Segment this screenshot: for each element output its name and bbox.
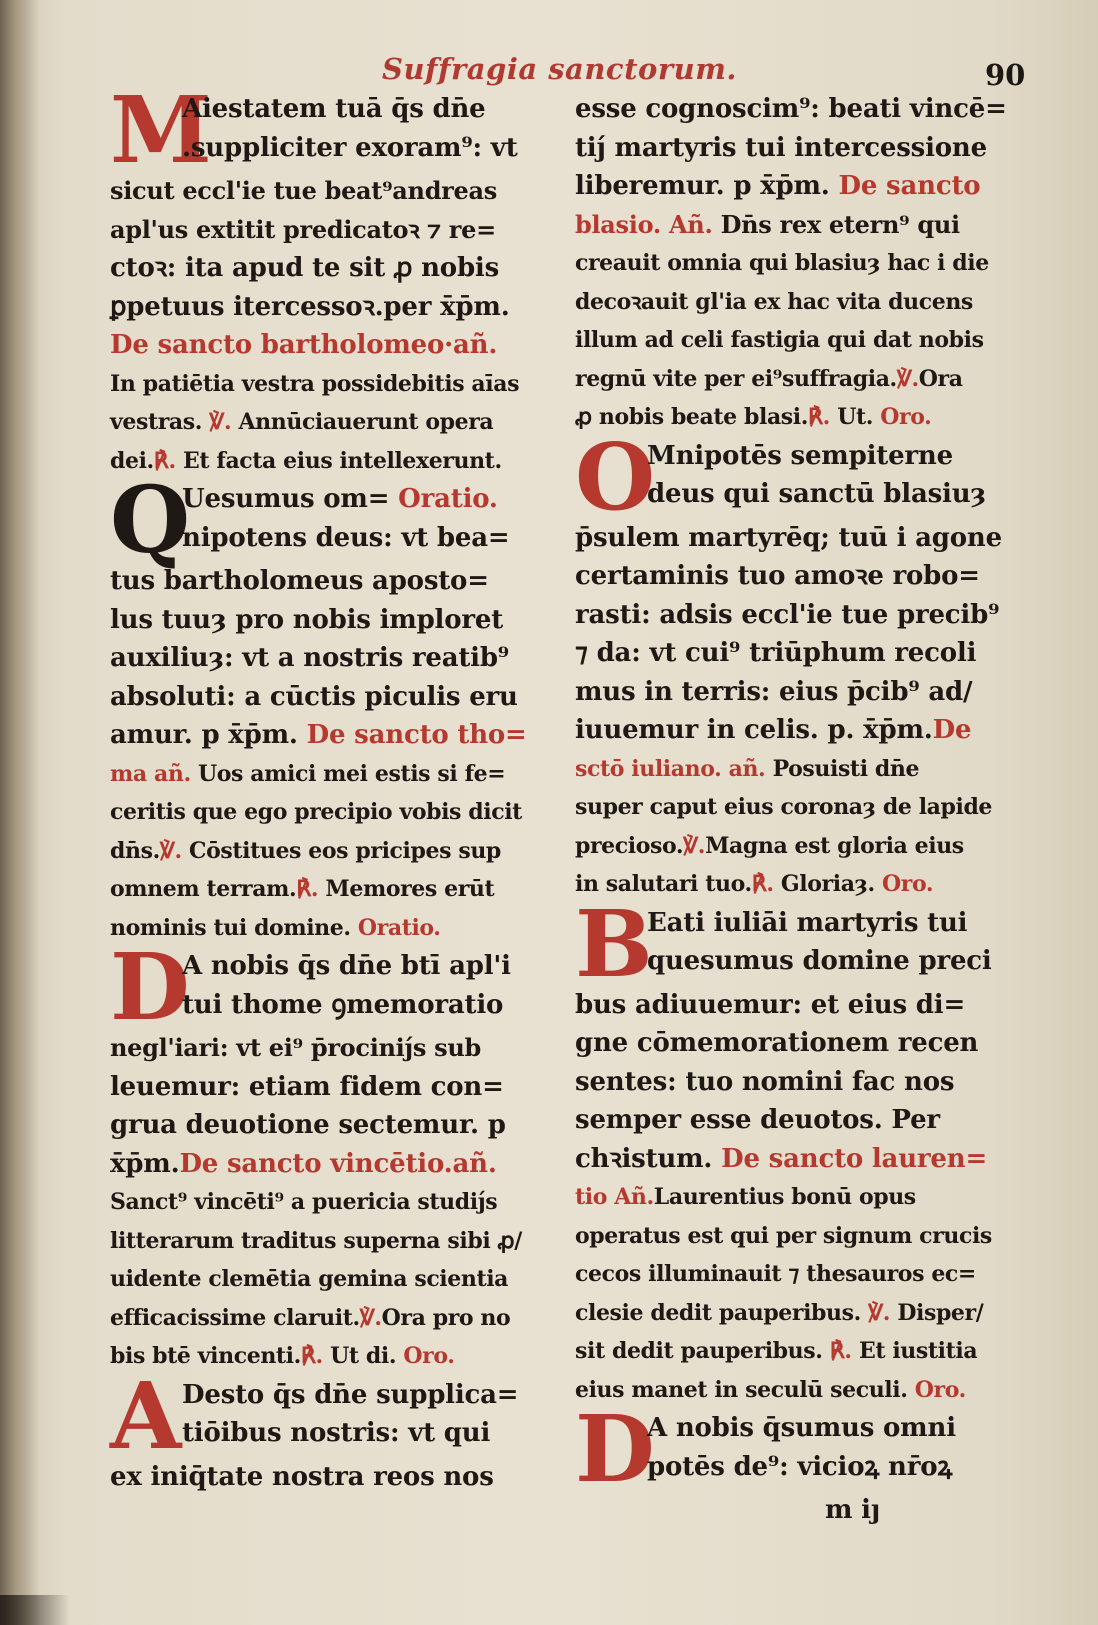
text-line: negl'iari: vt ei⁹ p̄rociniȷ́s sub	[110, 1033, 481, 1062]
laurence-collect	[575, 1395, 1035, 1503]
text-line: mus in terris: eius p̄cib⁹ ad/	[575, 676, 973, 707]
text-line: Mnipotēs sempiterne	[647, 440, 953, 471]
text-line: uidente clemētia gemina scientia	[110, 1266, 509, 1292]
versicle-mark: ℣.	[359, 1304, 382, 1331]
text-line: A nobis q̄sumus omni	[647, 1413, 956, 1443]
left-column	[110, 76, 550, 1496]
text-line: decoꝛauit gl'ia ex hac vita ducens	[575, 288, 973, 315]
rubric-span: Oro.	[880, 404, 932, 430]
rubric-span: Oratio.	[357, 914, 441, 941]
text-line: cecos illuminauit ⁊ thesauros ec=	[575, 1261, 976, 1287]
text-span: eius manet in seculū seculi.	[575, 1376, 908, 1403]
text-span: Et iustitia	[858, 1338, 978, 1364]
julian-collect	[575, 889, 1035, 1179]
text-line	[575, 711, 1035, 750]
text-line: tiȷ́ martyris tui intercessione	[575, 132, 987, 163]
text-line: bus adiuuemur: et eius di=	[575, 989, 966, 1020]
text-span: Ora pro no	[381, 1304, 511, 1331]
text-span: Disper/	[897, 1299, 984, 1326]
running-head: Suffragia sanctorum.	[382, 52, 737, 86]
response-mark: ℟.	[300, 1343, 323, 1369]
text-line	[575, 1332, 1035, 1371]
text-span: sit dedit pauperibus.	[575, 1338, 823, 1364]
text-line: apl'us extitit predicatoꝛ ⁊ re=	[110, 214, 496, 244]
text-line: super caput eius coronaȝ de lapide	[575, 794, 993, 820]
text-line	[575, 398, 1035, 437]
text-span: regnū vite per ei⁹suffragia.	[575, 365, 897, 392]
text-line: creauit omnia qui blasiuȝ hac i die	[575, 250, 989, 276]
versicle-mark: ℣.	[159, 837, 182, 864]
rubric-span: De sancto	[838, 171, 981, 201]
text-span: nominis tui domine.	[110, 914, 351, 941]
text-span: omnem terram.	[110, 876, 297, 902]
text-span: Et facta eius intellexerunt.	[182, 447, 502, 474]
rubric-span: De	[932, 715, 972, 745]
text-span: in salutari tuo.	[575, 871, 752, 897]
response-mark: ℟.	[829, 1338, 852, 1364]
text-line: Eati iuliāi martyris tui	[647, 907, 968, 938]
text-line	[110, 403, 550, 442]
initial-letter: O	[575, 422, 656, 531]
text-line: litterarum traditus superna sibi ꝓ/	[110, 1227, 522, 1254]
andreas-collect	[110, 76, 550, 326]
text-line: In patiētia vestra possidebitis aīas	[110, 370, 520, 397]
text-span: dn̄s.	[110, 837, 160, 864]
catchword: m iȷ	[825, 1495, 881, 1525]
text-line	[110, 1299, 550, 1338]
initial-letter: Q	[110, 466, 191, 574]
text-line: grua deuotione sectemur. p	[110, 1110, 506, 1140]
response-mark: ℟.	[296, 876, 319, 902]
page-corner-shadow	[0, 1595, 70, 1625]
page-gutter-shadow	[0, 0, 40, 1625]
text-line: Aiestatem tuā q̄s dn̄e	[182, 94, 486, 124]
text-span: precioso.	[575, 832, 684, 859]
text-line: tui thome ꝯmemoratio	[182, 989, 504, 1020]
rubric-span: ma añ.	[110, 760, 191, 787]
text-line	[575, 827, 1035, 866]
text-span: x̄p̄m.	[110, 1148, 180, 1179]
text-line: potēs de⁹: vicioꝝ nr̄oꝝ	[647, 1451, 953, 1482]
vincent-collect	[110, 1361, 550, 1497]
text-span: ꝓ nobis beate blasi.	[575, 404, 809, 430]
text-line: tus bartholomeus aposto=	[110, 566, 489, 596]
text-line	[110, 442, 550, 481]
initial-letter: B	[575, 889, 653, 998]
versicle-mark: ℣.	[683, 832, 706, 859]
initial-letter: A	[110, 1361, 182, 1470]
right-column	[575, 90, 1035, 1530]
folio-number: 90	[985, 58, 1026, 92]
text-span: dei.	[110, 447, 154, 474]
text-line: illum ad celi fastigia qui dat nobis	[575, 327, 984, 353]
text-span: bis btē vincenti.	[110, 1343, 301, 1369]
text-span: Ut.	[837, 404, 874, 430]
text-line	[110, 909, 550, 948]
rubric-span: blasio. Añ.	[575, 209, 713, 239]
text-line: Sanct⁹ vincēti⁹ a puericia studiȷ́s	[110, 1189, 498, 1215]
text-line: quesumus domine preci	[647, 946, 992, 976]
text-line: absoluti: a cūctis piculis eru	[110, 681, 518, 712]
rubric-span: sctō iuliano. añ.	[575, 755, 766, 782]
text-line: gne cōmemorationem recen	[575, 1028, 979, 1058]
text-line: operatus est qui per signum crucis	[575, 1222, 992, 1249]
versicle-mark: ℣.	[868, 1299, 891, 1326]
text-line: ceritis que ego precipio vobis dicit	[110, 799, 522, 825]
text-span: Uos amici mei estis si fe=	[197, 760, 506, 787]
text-line: .suppliciter exoram⁹: vt	[182, 132, 518, 163]
rubric-span: tio Añ.	[575, 1184, 654, 1210]
text-line: deus qui sanctū blasiuȝ	[647, 479, 987, 509]
rubric-heading: De sancto bartholomeo·añ.	[110, 330, 498, 360]
text-line	[575, 1178, 1035, 1217]
text-line: sicut eccl'ie tue beat⁹andreas	[110, 176, 497, 205]
text-span: Ut di.	[330, 1343, 397, 1369]
text-span: amur. p x̄p̄m.	[110, 720, 298, 750]
blaise-collect	[575, 422, 1035, 750]
bartholomew-collect	[110, 466, 550, 755]
thomas-collect	[110, 933, 550, 1183]
text-span: Cōstitues eos pricipes sup	[189, 837, 501, 864]
text-line: Desto q̄s dn̄e supplica=	[182, 1379, 519, 1410]
rubric-span: Oro.	[403, 1343, 455, 1369]
text-span: efficacissime claruit.	[110, 1304, 360, 1331]
text-line	[110, 716, 550, 755]
versicle-mark: ℣.	[209, 409, 232, 435]
text-line: p̄sulem martyrēq; tuū i agone	[575, 522, 1002, 553]
text-span: Uesumus om=	[182, 484, 390, 514]
text-line	[575, 1371, 1035, 1410]
text-span: Gloriaȝ.	[780, 871, 875, 897]
text-span: Dn̄s rex etern⁹ qui	[720, 209, 960, 239]
versicle-mark: ℣.	[896, 365, 919, 392]
rubric-span: De sancto lauren=	[721, 1143, 988, 1174]
text-line: esse cognoscim⁹: beati vincē=	[575, 94, 1007, 124]
text-line	[575, 750, 1035, 789]
response-mark: ℟.	[751, 871, 774, 897]
text-span: Memores erūt	[325, 876, 495, 902]
text-line	[110, 832, 550, 871]
text-line: semper esse deuotos. Per	[575, 1105, 940, 1135]
initial-letter: D	[110, 933, 190, 1041]
text-line: sentes: tuo nomini fac nos	[575, 1066, 955, 1097]
text-span: Magna est gloria eius	[705, 832, 964, 859]
text-line	[110, 870, 550, 909]
text-line: ex iniq̄tate nostra reos nos	[110, 1461, 494, 1492]
initial-letter: D	[575, 1395, 655, 1503]
text-line: auxiliuȝ: vt a nostris reatib⁹	[110, 643, 509, 673]
text-line: tiōibus nostris: vt qui	[182, 1418, 491, 1448]
rubric-span: De sancto vincētio.añ.	[179, 1148, 497, 1179]
text-line: ⁊ da: vt cui⁹ triūphum recoli	[575, 638, 977, 668]
text-line	[110, 1337, 550, 1376]
text-span: Posuisti dn̄e	[772, 755, 920, 782]
text-line: leuemur: etiam fidem con=	[110, 1071, 504, 1102]
text-line	[575, 206, 1035, 245]
text-line: certaminis tuo amoꝛe robo=	[575, 561, 980, 591]
initial-letter: M	[110, 76, 212, 184]
text-line	[575, 1294, 1035, 1333]
rubric-span: De sancto tho=	[306, 720, 527, 750]
text-span: iuuemur in celis. p. x̄p̄m.	[575, 715, 933, 745]
text-line: lus tuuȝ pro nobis imploret	[110, 604, 504, 635]
text-line	[110, 755, 550, 794]
text-span: Annūciauerunt opera	[238, 409, 494, 435]
text-line	[575, 865, 1035, 904]
rubric-span: Oratio.	[398, 484, 498, 514]
text-line	[575, 167, 1035, 206]
text-line: nipotens deus: vt bea=	[182, 522, 510, 553]
text-line	[110, 1145, 550, 1184]
text-span: Ora	[918, 365, 963, 392]
text-line	[575, 360, 1035, 399]
text-line: ꝑpetuus itercessoꝛ.per x̄p̄m.	[110, 291, 510, 322]
response-mark: ℟.	[153, 447, 176, 474]
text-span: clesie dedit pauperibus.	[575, 1299, 861, 1326]
rubric-span: Oro.	[882, 871, 934, 897]
text-line	[575, 1140, 1035, 1179]
rubric-span: Oro.	[914, 1376, 966, 1403]
text-span: vestras.	[110, 409, 203, 435]
text-span: Laurentius bonū opus	[653, 1184, 916, 1210]
text-line: A nobis q̄s dn̄e btī apl'i	[182, 951, 511, 981]
text-span: liberemur. p x̄p̄m.	[575, 171, 830, 201]
response-mark: ℟.	[808, 404, 830, 430]
text-span: chꝛistum.	[575, 1143, 713, 1174]
text-line: rasti: adsis eccl'ie tue precib⁹	[575, 599, 1000, 630]
text-line: ctoꝛ: ita apud te sit ꝓ nobis	[110, 253, 500, 283]
